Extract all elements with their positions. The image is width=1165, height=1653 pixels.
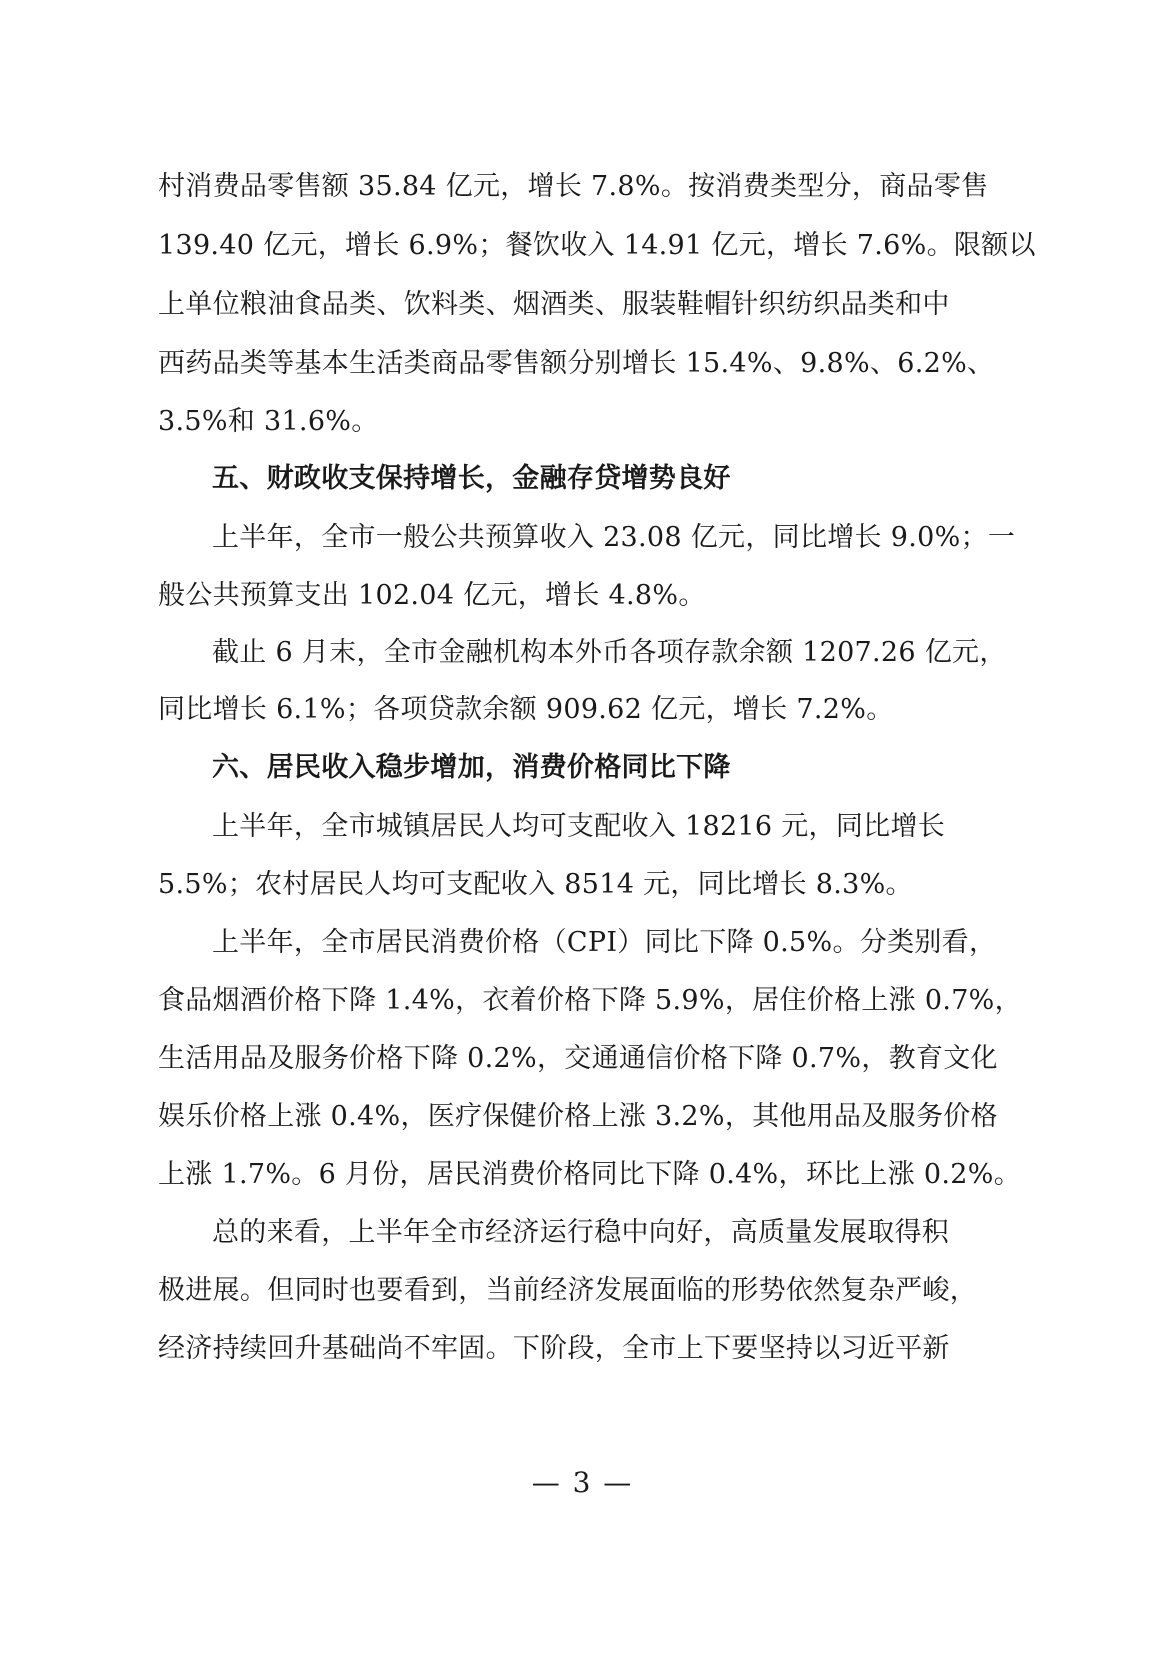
body-line: 食品烟酒价格下降 1.4%，衣着价格下降 5.9%，居住价格上涨 0.7%， — [158, 985, 1022, 1016]
body-line: 上半年，全市一般公共预算收入 23.08 亿元，同比增长 9.0%；一 — [212, 522, 1016, 553]
body-line: 娱乐价格上涨 0.4%，医疗保健价格上涨 3.2%，其他用品及服务价格 — [158, 1101, 998, 1132]
body-line: 139.40 亿元，增长 6.9%；餐饮收入 14.91 亿元，增长 7.6%。限额以 — [158, 230, 1036, 261]
body-line: 5.5%；农村居民人均可支配收入 8514 元，同比增长 8.3%。 — [158, 869, 913, 900]
body-line: 般公共预算支出 102.04 亿元，增长 4.8%。 — [158, 580, 706, 611]
body-line: 上涨 1.7%。6 月份，居民消费价格同比下降 0.4%，环比上涨 0.2%。 — [158, 1159, 1021, 1190]
body-line: 上单位粮油食品类、饮料类、烟酒类、服装鞋帽针织纺织品类和中 — [158, 289, 950, 320]
body-line: 截止 6 月末，全市金融机构本外币各项存款余额 1207.26 亿元， — [212, 637, 1007, 668]
section-heading-income-prices: 六、居民收入稳步增加，消费价格同比下降 — [212, 752, 731, 783]
section-heading-fiscal-finance: 五、财政收支保持增长，金融存贷增势良好 — [212, 463, 731, 494]
body-line: 上半年，全市城镇居民人均可支配收入 18216 元，同比增长 — [212, 811, 946, 842]
body-line: 极进展。但同时也要看到，当前经济发展面临的形势依然复杂严峻， — [158, 1275, 977, 1306]
body-line: 总的来看，上半年全市经济运行稳中向好，高质量发展取得积 — [212, 1217, 950, 1248]
body-line: 西药品类等基本生活类商品零售额分别增长 15.4%、9.8%、6.2%、 — [158, 348, 995, 379]
body-line: 生活用品及服务价格下降 0.2%，交通通信价格下降 0.7%，教育文化 — [158, 1043, 998, 1074]
body-line: 村消费品零售额 35.84 亿元，增长 7.8%。按消费类型分，商品零售 — [158, 171, 989, 202]
body-line: 同比增长 6.1%；各项贷款余额 909.62 亿元，增长 7.2%。 — [158, 694, 894, 725]
page-number: — 3 — — [531, 1466, 634, 1499]
body-line: 经济持续回升基础尚不牢固。下阶段，全市上下要坚持以习近平新 — [158, 1333, 950, 1364]
body-line: 3.5%和 31.6%。 — [158, 406, 379, 437]
body-line: 上半年，全市居民消费价格（CPI）同比下降 0.5%。分类别看， — [212, 927, 997, 958]
